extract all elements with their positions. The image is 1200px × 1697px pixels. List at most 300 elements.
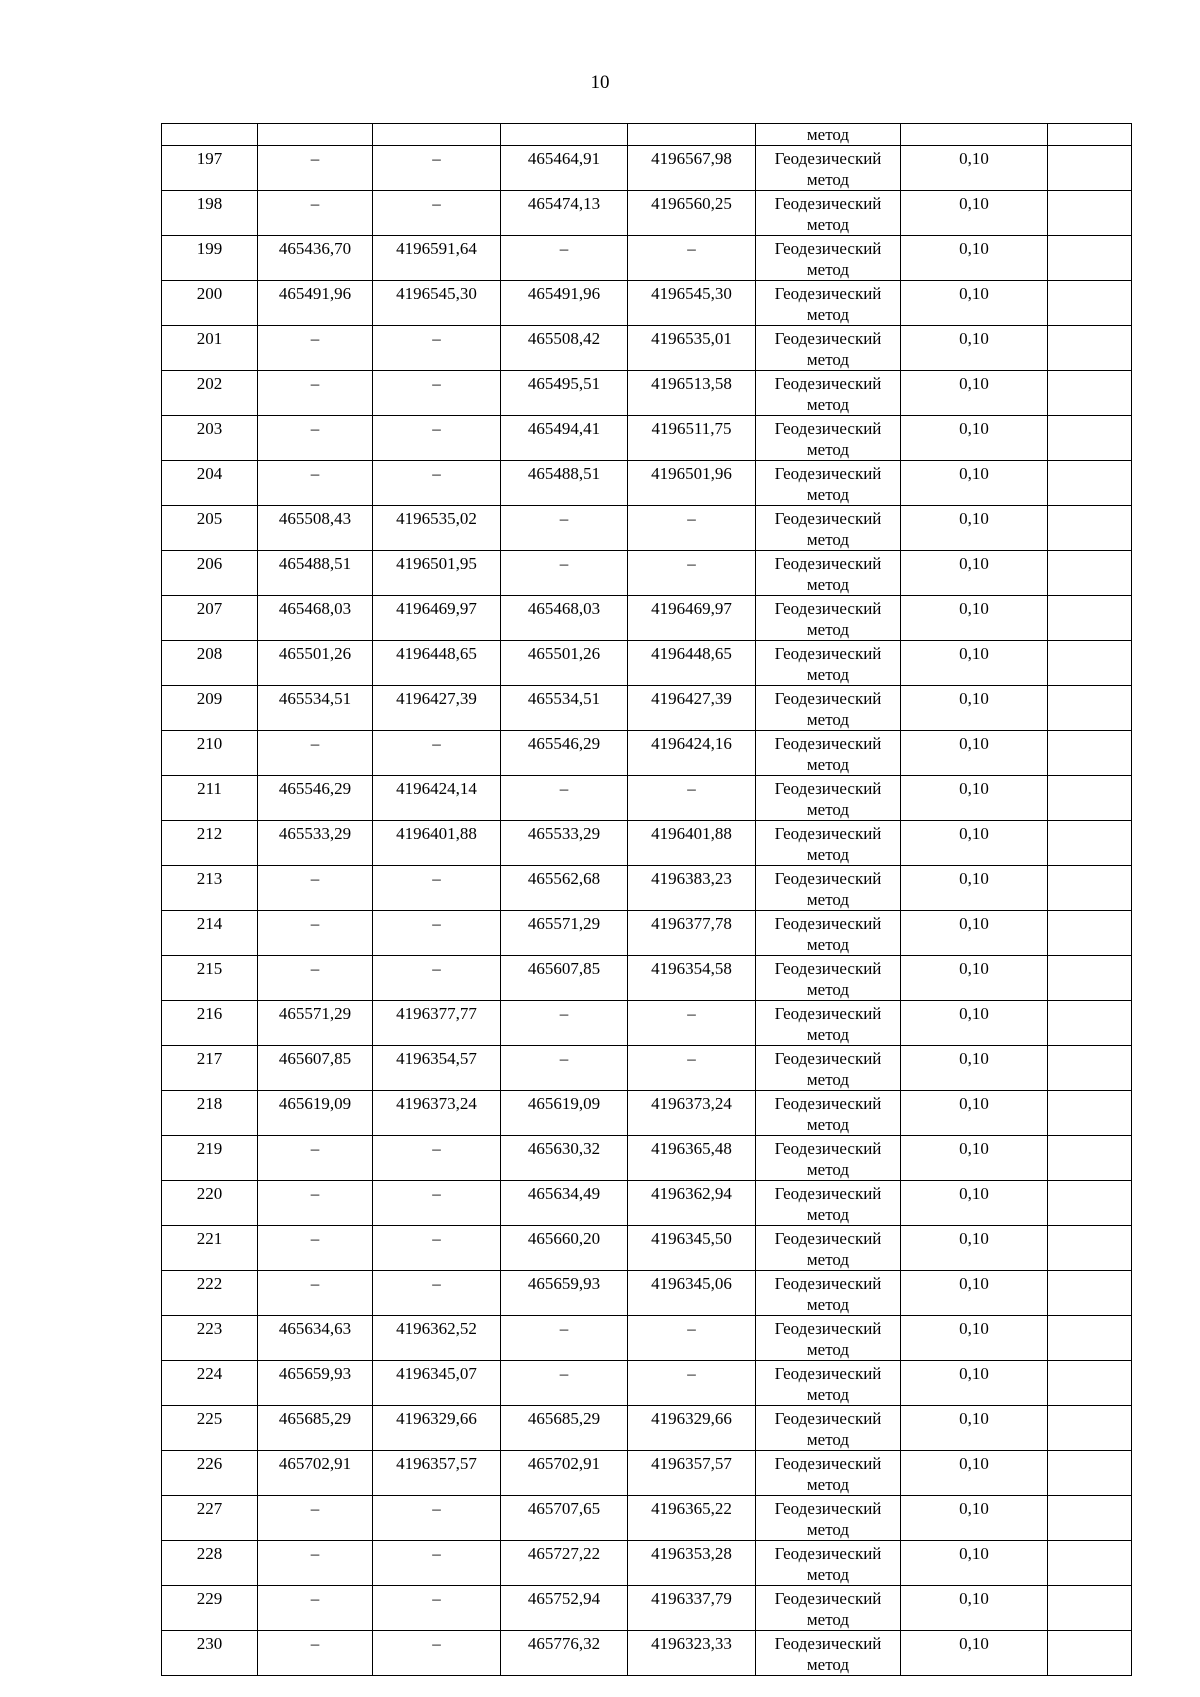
cell-accuracy: 0,10	[901, 1046, 1048, 1091]
cell-accuracy: 0,10	[901, 1226, 1048, 1271]
cell-x-old: 465436,70	[258, 236, 373, 281]
cell-point-number: 198	[162, 191, 258, 236]
cell-method	[756, 1586, 901, 1631]
cell-x-new: 465488,51	[501, 461, 628, 506]
method-line-1: Геодезический	[774, 824, 882, 843]
cell-method	[756, 1496, 901, 1541]
method-line-1: Геодезический	[774, 1589, 882, 1608]
cell-x-new: 465533,29	[501, 821, 628, 866]
cell-note	[1048, 236, 1132, 281]
cell-point-number: 203	[162, 416, 258, 461]
cell-x-new: 465468,03	[501, 596, 628, 641]
cell-accuracy: 0,10	[901, 821, 1048, 866]
method-line-2: метод	[806, 1025, 850, 1044]
cell-point-number: 222	[162, 1271, 258, 1316]
table-row	[162, 911, 1132, 956]
table-row	[162, 146, 1132, 191]
cell-y-old: –	[373, 191, 501, 236]
table-row	[162, 686, 1132, 731]
cell-point-number: 207	[162, 596, 258, 641]
coordinates-table	[161, 123, 1132, 1676]
cell-x-new: 465660,20	[501, 1226, 628, 1271]
cell-y-old: –	[373, 1271, 501, 1316]
cell-note	[1048, 416, 1132, 461]
method-line-2: метод	[806, 1115, 850, 1134]
cell-point-number: 209	[162, 686, 258, 731]
cell-x-new: –	[501, 1361, 628, 1406]
method-line-1: Геодезический	[774, 329, 882, 348]
method-line-2: метод	[806, 980, 850, 999]
method-line-2: метод	[806, 1295, 850, 1314]
cell-y-new: 4196373,24	[628, 1091, 756, 1136]
method-line-2: метод	[806, 1430, 850, 1449]
table-row	[162, 731, 1132, 776]
cell-point-number: 213	[162, 866, 258, 911]
cell-y-new: 4196345,06	[628, 1271, 756, 1316]
table-row	[162, 866, 1132, 911]
table-row	[162, 1181, 1132, 1226]
cell-y-new: –	[628, 1316, 756, 1361]
cell-y-old: –	[373, 326, 501, 371]
cell-note	[1048, 551, 1132, 596]
method-line-1: Геодезический	[774, 1544, 882, 1563]
cell-note	[1048, 1361, 1132, 1406]
cell-x-old: –	[258, 461, 373, 506]
cell-note	[1048, 956, 1132, 1001]
cell-x-new: 465491,96	[501, 281, 628, 326]
method-line-1: Геодезический	[774, 464, 882, 483]
cell-method	[756, 911, 901, 956]
method-line-2: метод	[806, 440, 850, 459]
cell-accuracy: 0,10	[901, 416, 1048, 461]
cell-y-old: –	[373, 416, 501, 461]
cell-x-new: 465495,51	[501, 371, 628, 416]
cell-x-new: 465474,13	[501, 191, 628, 236]
cell-y-old: 4196545,30	[373, 281, 501, 326]
cell-y-new: 4196329,66	[628, 1406, 756, 1451]
cell-y-old: –	[373, 1226, 501, 1271]
table-row	[162, 371, 1132, 416]
cell-accuracy: 0,10	[901, 551, 1048, 596]
cell-method	[756, 236, 901, 281]
cell-note	[1048, 911, 1132, 956]
cell-x-old: –	[258, 371, 373, 416]
cell-point-number: 221	[162, 1226, 258, 1271]
cell-method	[756, 1091, 901, 1136]
cell-note	[1048, 596, 1132, 641]
cell-note	[1048, 1406, 1132, 1451]
cell-point-number: 229	[162, 1586, 258, 1631]
table-row	[162, 1001, 1132, 1046]
cell-accuracy: 0,10	[901, 911, 1048, 956]
cell-accuracy: 0,10	[901, 596, 1048, 641]
cell-x-old: 465534,51	[258, 686, 373, 731]
cell-y-old: 4196469,97	[373, 596, 501, 641]
cell-y-old: –	[373, 1136, 501, 1181]
table-row	[162, 416, 1132, 461]
cell-x-old: 465468,03	[258, 596, 373, 641]
cell-y-old: –	[373, 911, 501, 956]
method-line-1: Геодезический	[774, 779, 882, 798]
cell-note	[1048, 641, 1132, 686]
method-line-2: метод	[806, 800, 850, 819]
table-row	[162, 1361, 1132, 1406]
method-line-1: Геодезический	[774, 1139, 882, 1158]
cell-accuracy: 0,10	[901, 731, 1048, 776]
method-line-1: Геодезический	[774, 419, 882, 438]
method-line-2: метод	[806, 1475, 850, 1494]
cell-note	[1048, 1046, 1132, 1091]
cell-y-new: 4196362,94	[628, 1181, 756, 1226]
table-row	[162, 1451, 1132, 1496]
method-line-1: Геодезический	[774, 1319, 882, 1338]
method-line-1: Геодезический	[774, 1004, 882, 1023]
cell-point-number: 208	[162, 641, 258, 686]
method-line-2: метод	[806, 1340, 850, 1359]
method-line-2: метод	[806, 1070, 850, 1089]
cell-method	[756, 1406, 901, 1451]
cell-x-new: 465619,09	[501, 1091, 628, 1136]
cell-x-old: 465607,85	[258, 1046, 373, 1091]
cell-method	[756, 371, 901, 416]
method-line-1: Геодезический	[774, 1634, 882, 1653]
cell-x-old: 465619,09	[258, 1091, 373, 1136]
cell-accuracy: 0,10	[901, 776, 1048, 821]
cell-point-number: 210	[162, 731, 258, 776]
cell-y-new: 4196337,79	[628, 1586, 756, 1631]
cell-accuracy: 0,10	[901, 641, 1048, 686]
cell-y-old: 4196345,07	[373, 1361, 501, 1406]
cell-note	[1048, 1451, 1132, 1496]
cell-y-old: 4196535,02	[373, 506, 501, 551]
method-line-1: Геодезический	[774, 284, 882, 303]
table-row	[162, 461, 1132, 506]
table-row	[162, 236, 1132, 281]
cell-note	[1048, 776, 1132, 821]
cell-x-new: 465534,51	[501, 686, 628, 731]
cell-note	[1048, 1586, 1132, 1631]
cell-method	[756, 281, 901, 326]
method-line-1: Геодезический	[774, 1049, 882, 1068]
cell-y-new: –	[628, 1361, 756, 1406]
cell-note	[1048, 731, 1132, 776]
cell-y-old: 4196427,39	[373, 686, 501, 731]
cell-accuracy: 0,10	[901, 686, 1048, 731]
cell-x-old: 465571,29	[258, 1001, 373, 1046]
cell-y-new: 4196501,96	[628, 461, 756, 506]
cell-y-old: 4196591,64	[373, 236, 501, 281]
cell-x-new	[501, 124, 628, 146]
method-line-2: метод	[806, 665, 850, 684]
cell-y-new: –	[628, 551, 756, 596]
cell-y-old: 4196377,77	[373, 1001, 501, 1046]
cell-y-old: –	[373, 146, 501, 191]
cell-x-old: 465546,29	[258, 776, 373, 821]
cell-x-new: 465607,85	[501, 956, 628, 1001]
cell-y-new: –	[628, 1046, 756, 1091]
cell-y-old: –	[373, 371, 501, 416]
cell-x-new: 465464,91	[501, 146, 628, 191]
cell-point-number: 224	[162, 1361, 258, 1406]
method-line-1: Геодезический	[774, 1409, 882, 1428]
cell-accuracy: 0,10	[901, 1496, 1048, 1541]
cell-method	[756, 1181, 901, 1226]
cell-method	[756, 686, 901, 731]
cell-x-old: –	[258, 956, 373, 1001]
cell-x-old: 465659,93	[258, 1361, 373, 1406]
method-line-2: метод	[806, 1205, 850, 1224]
cell-point-number: 199	[162, 236, 258, 281]
cell-y-old: –	[373, 461, 501, 506]
method-line-1: Геодезический	[774, 1274, 882, 1293]
table-row	[162, 506, 1132, 551]
cell-x-new: 465727,22	[501, 1541, 628, 1586]
cell-note	[1048, 866, 1132, 911]
cell-x-old: 465685,29	[258, 1406, 373, 1451]
cell-x-new: 465752,94	[501, 1586, 628, 1631]
method-line-2: метод	[806, 845, 850, 864]
cell-point-number: 212	[162, 821, 258, 866]
cell-x-new: 465630,32	[501, 1136, 628, 1181]
cell-x-new: 465571,29	[501, 911, 628, 956]
cell-note	[1048, 146, 1132, 191]
cell-note	[1048, 686, 1132, 731]
cell-method	[756, 956, 901, 1001]
cell-method	[756, 461, 901, 506]
method-line-2: метод	[806, 1250, 850, 1269]
cell-x-new: 465562,68	[501, 866, 628, 911]
cell-note	[1048, 124, 1132, 146]
cell-accuracy: 0,10	[901, 146, 1048, 191]
cell-point-number: 225	[162, 1406, 258, 1451]
method-line-1: Геодезический	[774, 509, 882, 528]
cell-point-number: 205	[162, 506, 258, 551]
cell-note	[1048, 1541, 1132, 1586]
cell-note	[1048, 1271, 1132, 1316]
cell-note	[1048, 1496, 1132, 1541]
cell-accuracy: 0,10	[901, 1271, 1048, 1316]
cell-point-number: 211	[162, 776, 258, 821]
table-row	[162, 1046, 1132, 1091]
cell-method	[756, 506, 901, 551]
cell-x-old: 465501,26	[258, 641, 373, 686]
cell-x-old: –	[258, 416, 373, 461]
cell-x-new: 465634,49	[501, 1181, 628, 1226]
cell-method	[756, 1631, 901, 1676]
cell-accuracy: 0,10	[901, 371, 1048, 416]
method-line-1: Геодезический	[774, 1364, 882, 1383]
cell-accuracy: 0,10	[901, 1451, 1048, 1496]
cell-y-new: 4196353,28	[628, 1541, 756, 1586]
method-line-1: Геодезический	[774, 644, 882, 663]
page-number: 10	[590, 72, 610, 93]
cell-method	[756, 191, 901, 236]
cell-y-new: 4196401,88	[628, 821, 756, 866]
cell-method	[756, 776, 901, 821]
method-line-1: Геодезический	[774, 374, 882, 393]
cell-point-number: 230	[162, 1631, 258, 1676]
cell-y-new: 4196560,25	[628, 191, 756, 236]
cell-note	[1048, 326, 1132, 371]
cell-x-new: 465508,42	[501, 326, 628, 371]
cell-point-number: 219	[162, 1136, 258, 1181]
cell-method	[756, 1001, 901, 1046]
cell-method	[756, 1046, 901, 1091]
table-row	[162, 1091, 1132, 1136]
cell-point-number: 215	[162, 956, 258, 1001]
cell-point-number: 202	[162, 371, 258, 416]
table-row	[162, 1406, 1132, 1451]
cell-note	[1048, 281, 1132, 326]
table-row	[162, 1541, 1132, 1586]
cell-x-new: 465776,32	[501, 1631, 628, 1676]
cell-accuracy: 0,10	[901, 1316, 1048, 1361]
method-line-2: метод	[806, 1385, 850, 1404]
cell-method	[756, 641, 901, 686]
method-line-2: метод	[806, 890, 850, 909]
cell-note	[1048, 1136, 1132, 1181]
cell-y-new: –	[628, 1001, 756, 1046]
cell-x-new: –	[501, 506, 628, 551]
cell-accuracy: 0,10	[901, 1631, 1048, 1676]
cell-x-old: –	[258, 1541, 373, 1586]
cell-y-old: 4196373,24	[373, 1091, 501, 1136]
cell-point-number: 214	[162, 911, 258, 956]
cell-point-number: 226	[162, 1451, 258, 1496]
cell-accuracy: 0,10	[901, 326, 1048, 371]
table-row	[162, 326, 1132, 371]
cell-accuracy: 0,10	[901, 506, 1048, 551]
cell-y-old: –	[373, 866, 501, 911]
method-line-1: Геодезический	[774, 1454, 882, 1473]
cell-x-old: –	[258, 1586, 373, 1631]
cell-point-number: 201	[162, 326, 258, 371]
cell-y-old	[373, 124, 501, 146]
method-line-2: метод	[806, 755, 850, 774]
cell-y-new: –	[628, 236, 756, 281]
method-line-2: метод	[806, 1565, 850, 1584]
cell-y-old: 4196357,57	[373, 1451, 501, 1496]
cell-x-new: 465659,93	[501, 1271, 628, 1316]
cell-point-number: 218	[162, 1091, 258, 1136]
method-line-2: метод	[806, 935, 850, 954]
cell-x-old: –	[258, 326, 373, 371]
method-line-2: метод	[806, 485, 850, 504]
cell-x-new: 465494,41	[501, 416, 628, 461]
cell-y-new: 4196365,22	[628, 1496, 756, 1541]
cell-y-old: –	[373, 1631, 501, 1676]
cell-x-old: 465491,96	[258, 281, 373, 326]
cell-accuracy	[901, 124, 1048, 146]
cell-y-new: 4196345,50	[628, 1226, 756, 1271]
table-row	[162, 1496, 1132, 1541]
cell-note	[1048, 506, 1132, 551]
cell-y-old: –	[373, 731, 501, 776]
table-row	[162, 1316, 1132, 1361]
cell-x-old: –	[258, 1136, 373, 1181]
method-line-2: метод	[806, 395, 850, 414]
cell-method	[756, 866, 901, 911]
cell-x-old: 465508,43	[258, 506, 373, 551]
cell-x-old: 465488,51	[258, 551, 373, 596]
cell-point-number: 220	[162, 1181, 258, 1226]
cell-y-old: –	[373, 1496, 501, 1541]
cell-x-old: 465533,29	[258, 821, 373, 866]
table-row	[162, 281, 1132, 326]
cell-y-new: 4196365,48	[628, 1136, 756, 1181]
table-row	[162, 1586, 1132, 1631]
cell-method: метод	[756, 124, 901, 146]
cell-accuracy: 0,10	[901, 956, 1048, 1001]
cell-note	[1048, 1001, 1132, 1046]
cell-x-old: –	[258, 911, 373, 956]
cell-point-number: 197	[162, 146, 258, 191]
cell-accuracy: 0,10	[901, 1406, 1048, 1451]
cell-y-new: 4196377,78	[628, 911, 756, 956]
cell-accuracy: 0,10	[901, 281, 1048, 326]
table-row	[162, 596, 1132, 641]
table-row	[162, 1226, 1132, 1271]
table-row	[162, 776, 1132, 821]
cell-method	[756, 416, 901, 461]
cell-y-new	[628, 124, 756, 146]
cell-x-new: –	[501, 1001, 628, 1046]
cell-point-number: 216	[162, 1001, 258, 1046]
table-row	[162, 1631, 1132, 1676]
method-line-1: Геодезический	[774, 914, 882, 933]
cell-accuracy: 0,10	[901, 1136, 1048, 1181]
method-line-1: Геодезический	[774, 1094, 882, 1113]
cell-y-old: –	[373, 956, 501, 1001]
method-line-2: метод	[806, 305, 850, 324]
cell-method	[756, 596, 901, 641]
cell-x-new: –	[501, 1316, 628, 1361]
cell-note	[1048, 1631, 1132, 1676]
cell-x-old: 465702,91	[258, 1451, 373, 1496]
method-line-2: метод	[806, 710, 850, 729]
method-line-2: метод	[806, 1520, 850, 1539]
cell-method	[756, 731, 901, 776]
cell-accuracy: 0,10	[901, 1091, 1048, 1136]
method-line-1: Геодезический	[774, 734, 882, 753]
cell-x-old: –	[258, 1271, 373, 1316]
cell-method	[756, 1226, 901, 1271]
cell-y-old: 4196354,57	[373, 1046, 501, 1091]
method-line-1: Геодезический	[774, 959, 882, 978]
cell-note	[1048, 1181, 1132, 1226]
cell-x-new: 465685,29	[501, 1406, 628, 1451]
method-line-2: метод	[806, 350, 850, 369]
cell-y-old: 4196362,52	[373, 1316, 501, 1361]
cell-point-number: 228	[162, 1541, 258, 1586]
cell-method	[756, 1451, 901, 1496]
cell-y-old: –	[373, 1586, 501, 1631]
cell-y-new: 4196511,75	[628, 416, 756, 461]
cell-note	[1048, 1226, 1132, 1271]
cell-x-old	[258, 124, 373, 146]
cell-x-old: –	[258, 866, 373, 911]
cell-accuracy: 0,10	[901, 461, 1048, 506]
method-line-1: Геодезический	[774, 194, 882, 213]
cell-accuracy: 0,10	[901, 866, 1048, 911]
method-line-2: метод	[806, 1610, 850, 1629]
method-line-1: Геодезический	[774, 1499, 882, 1518]
cell-x-new: –	[501, 776, 628, 821]
cell-y-old: 4196501,95	[373, 551, 501, 596]
cell-y-new: 4196469,97	[628, 596, 756, 641]
cell-point-number: 227	[162, 1496, 258, 1541]
cell-x-new: 465501,26	[501, 641, 628, 686]
